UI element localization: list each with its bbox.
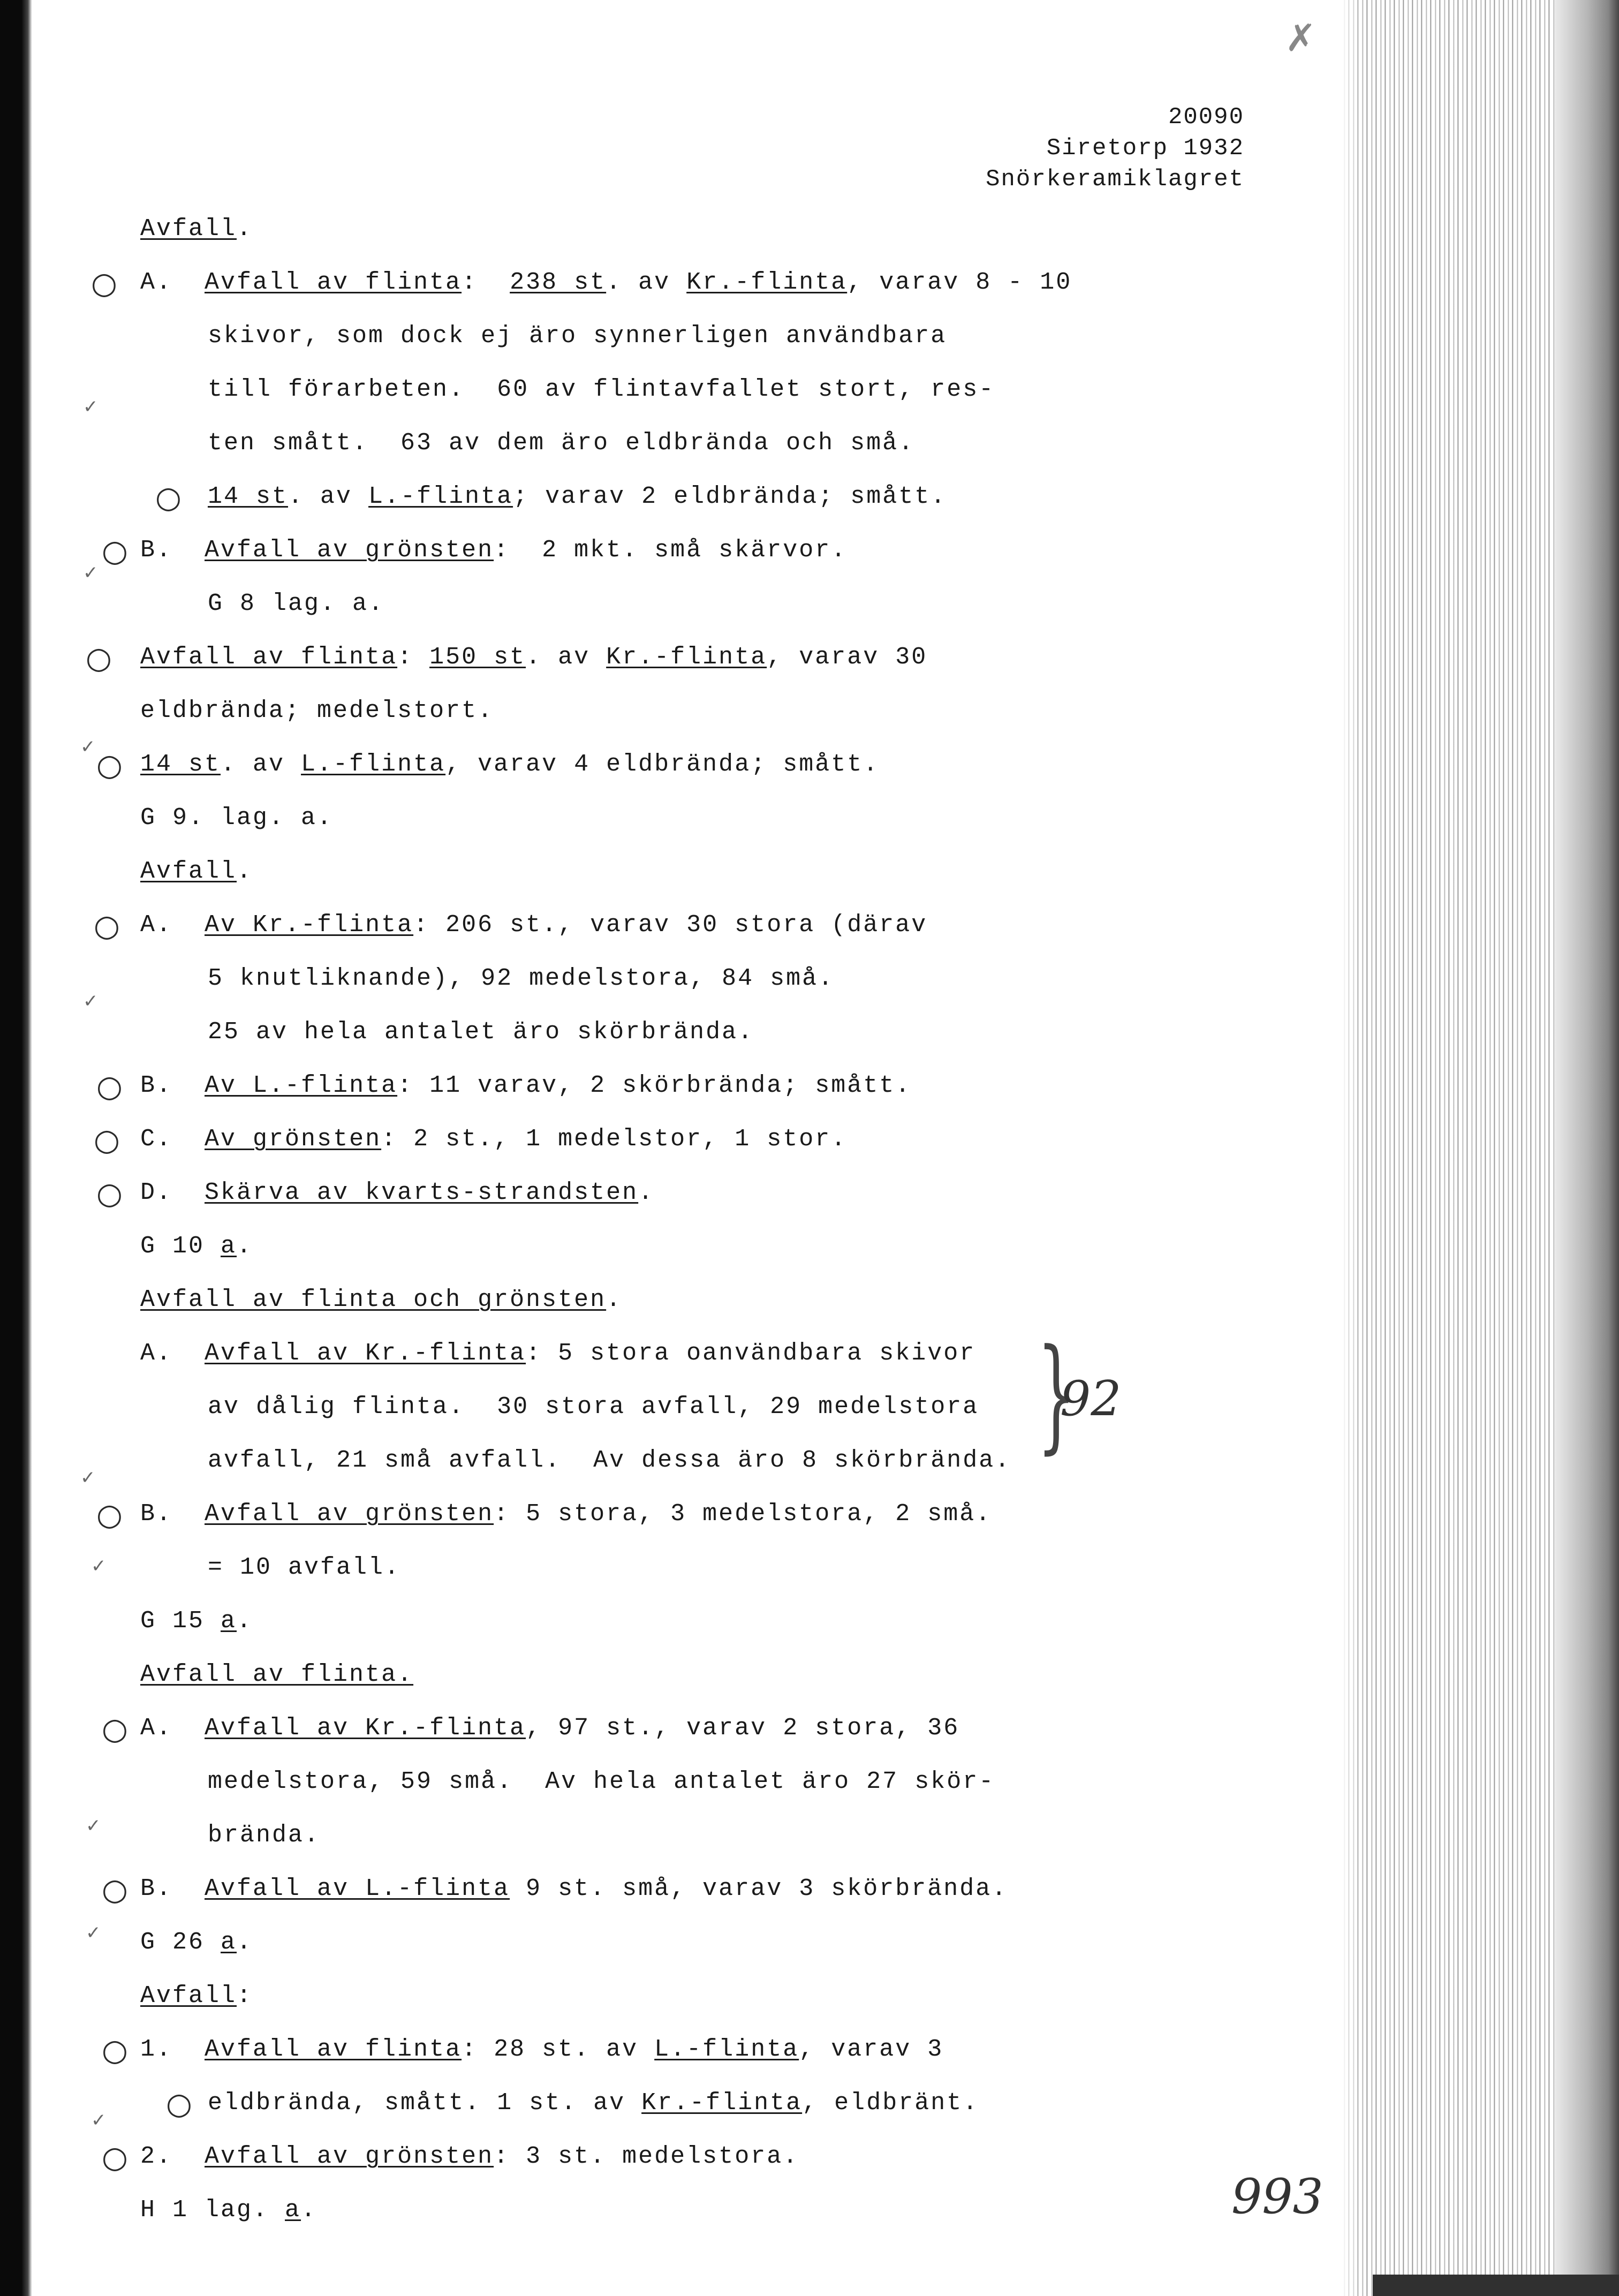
text-segment: ; varav 2 eldbrända; smått. — [513, 483, 947, 510]
margin-circle-icon: ○ — [96, 748, 123, 783]
text-segment: B. — [140, 1072, 205, 1099]
text-segment: H 1 lag. — [140, 2196, 285, 2224]
margin-circle-icon: ○ — [94, 909, 120, 943]
handwritten-page-number: 993 — [1231, 2169, 1323, 2225]
binding-shadow — [1555, 0, 1619, 2296]
text-segment: 25 av hela antalet äro skörbrända. — [208, 1018, 754, 1046]
underlined-term: Avfall — [140, 215, 237, 243]
text-line — [140, 1284, 622, 1316]
underlined-term: 150 st — [429, 644, 526, 671]
margin-circle-icon: ○ — [96, 1069, 123, 1104]
margin-circle-icon: ○ — [102, 1712, 128, 1747]
margin-circle-icon: ○ — [166, 2087, 192, 2121]
text-segment: till förarbeten. 60 av flintavfallet stort, res- — [208, 376, 995, 403]
text-segment: . — [606, 1286, 623, 1313]
underlined-term: Avfall — [140, 1982, 237, 2010]
text-segment: eldbrända; medelstort. — [140, 697, 494, 724]
text-segment: . — [237, 1233, 253, 1260]
text-line — [140, 802, 333, 834]
margin-circle-icon: ○ — [86, 641, 112, 676]
text-line — [208, 1016, 754, 1048]
text-line — [208, 320, 947, 352]
margin-circle-icon: ○ — [102, 534, 128, 569]
underlined-term: Avfall av flinta — [205, 269, 462, 296]
text-segment: : — [237, 1982, 253, 2010]
text-segment: , varav 8 - 10 — [847, 269, 1072, 296]
underlined-term: Avfall av flinta. — [140, 1661, 414, 1688]
text-segment: av dålig flinta. 30 stora avfall, 29 medelstora — [208, 1393, 979, 1421]
text-segment: G 10 — [140, 1233, 221, 1260]
text-segment: . — [237, 215, 253, 243]
margin-tick-icon: ✓ — [83, 991, 99, 1012]
text-segment: B. — [140, 1500, 205, 1528]
underlined-term: Avfall av flinta och grönsten — [140, 1286, 607, 1313]
text-segment: . — [237, 1929, 253, 1956]
scan-left-edge — [0, 0, 32, 2296]
text-segment: : 3 st. medelstora. — [494, 2143, 799, 2170]
text-line — [140, 1659, 413, 1691]
text-line — [140, 1338, 975, 1370]
text-segment: ten smått. 63 av dem äro eldbrända och små. — [208, 429, 915, 457]
text-segment: G 9. lag. a. — [140, 804, 334, 832]
text-segment: A. — [140, 1340, 205, 1367]
site-year: Siretorp 1932 — [1046, 135, 1244, 162]
text-segment: : 2 mkt. små skärvor. — [494, 537, 848, 564]
text-segment: . av — [526, 644, 607, 671]
text-line — [208, 427, 914, 459]
text-line — [208, 1766, 995, 1798]
text-line — [140, 2141, 799, 2173]
margin-circle-icon: ○ — [96, 1498, 123, 1532]
underlined-term: L.-flinta — [654, 2036, 799, 2063]
text-segment: . av — [221, 751, 301, 778]
underlined-term: Avfall av flinta — [140, 644, 398, 671]
text-line — [140, 1873, 1008, 1905]
underlined-term: Kr.-flinta — [606, 644, 767, 671]
text-line — [140, 534, 847, 567]
text-line — [208, 1391, 979, 1423]
text-line — [140, 1927, 253, 1959]
catalogue-number: 20090 — [1168, 104, 1244, 131]
underlined-term: Avfall av Kr.-flinta — [205, 1715, 526, 1742]
text-line — [140, 1230, 253, 1263]
text-line — [140, 695, 494, 727]
underlined-term: 14 st — [140, 751, 221, 778]
text-line — [140, 909, 927, 941]
margin-tick-icon: ✓ — [86, 1922, 101, 1944]
document-header — [986, 102, 1244, 195]
text-segment: = 10 avfall. — [208, 1554, 401, 1581]
underlined-term: Av Kr.-flinta — [205, 911, 414, 939]
underlined-term: Avfall av Kr.-flinta — [205, 1340, 526, 1367]
text-line — [140, 1498, 992, 1530]
text-segment: : 5 stora oanvändbara skivor — [526, 1340, 976, 1367]
text-segment: avfall, 21 små avfall. Av dessa äro 8 skörbrända. — [208, 1447, 1011, 1474]
text-segment: . — [237, 1607, 253, 1635]
underlined-term: L.-flinta — [301, 751, 446, 778]
text-line — [140, 641, 927, 674]
text-line — [140, 1123, 847, 1155]
text-segment: G 26 — [140, 1929, 221, 1956]
margin-circle-icon: ○ — [102, 2140, 128, 2175]
underlined-term: a — [221, 1607, 237, 1635]
text-segment: brända. — [208, 1822, 321, 1849]
text-segment: 5 knutliknande), 92 medelstora, 84 små. — [208, 965, 835, 992]
text-line — [208, 1819, 320, 1852]
text-segment: 2. — [140, 2143, 205, 2170]
text-segment: G 15 — [140, 1607, 221, 1635]
text-segment: . — [237, 858, 253, 885]
text-line — [208, 1445, 1011, 1477]
text-line — [140, 213, 253, 245]
underlined-term: Avfall av grönsten — [205, 537, 494, 564]
margin-tick-icon: ✓ — [91, 2110, 107, 2131]
underlined-term: Kr.-flinta — [686, 269, 848, 296]
margin-circle-icon: ○ — [91, 266, 117, 301]
margin-tick-icon: ✓ — [83, 396, 99, 418]
text-segment: A. — [140, 911, 205, 939]
margin-tick-icon: ✓ — [91, 1555, 107, 1577]
text-segment: 1. — [140, 2036, 205, 2063]
underlined-term: L.-flinta — [368, 483, 513, 510]
text-line — [208, 374, 995, 406]
text-line — [140, 1177, 654, 1209]
text-segment: , varav 3 — [799, 2036, 944, 2063]
text-segment: : 206 st., varav 30 stora (därav — [413, 911, 928, 939]
text-line — [208, 963, 834, 995]
text-segment: : — [462, 269, 510, 296]
margin-circle-icon: ○ — [102, 1872, 128, 1907]
text-line — [140, 749, 879, 781]
adjacent-pages-edge — [1341, 0, 1619, 2296]
text-segment: : 11 varav, 2 skörbrända; smått. — [397, 1072, 912, 1099]
text-segment: eldbrända, smått. 1 st. av — [208, 2089, 642, 2117]
underlined-term: a — [285, 2196, 301, 2224]
text-segment: D. — [140, 1179, 205, 1206]
underlined-term: a — [221, 1929, 237, 1956]
text-line — [208, 481, 947, 513]
margin-circle-icon: ○ — [102, 2033, 128, 2068]
text-line — [208, 588, 384, 620]
text-line — [140, 856, 253, 888]
text-segment: , varav 30 — [767, 644, 928, 671]
handwritten-count-note: 92 — [1060, 1371, 1122, 1427]
text-segment: C. — [140, 1126, 205, 1153]
text-segment: . — [301, 2196, 317, 2224]
text-segment: medelstora, 59 små. Av hela antalet äro 27 skör- — [208, 1768, 995, 1795]
margin-tick-icon: ✓ — [80, 736, 96, 758]
text-segment: B. — [140, 1875, 205, 1902]
text-segment: A. — [140, 1715, 205, 1742]
underlined-term: Avfall av L.-flinta — [205, 1875, 510, 1902]
page-fade — [1341, 0, 1362, 2296]
text-segment: , varav 4 eldbrända; smått. — [445, 751, 880, 778]
text-line — [140, 1712, 959, 1744]
margin-tick-icon: ✓ — [83, 562, 99, 584]
underlined-term: Skärva av kvarts-strandsten — [205, 1179, 639, 1206]
margin-circle-icon: ○ — [155, 480, 181, 515]
underlined-term: a — [221, 1233, 237, 1260]
underlined-term: Kr.-flinta — [641, 2089, 803, 2117]
text-line — [140, 1070, 911, 1102]
text-segment: . av — [288, 483, 369, 510]
text-segment: 9 st. små, varav 3 skörbrända. — [510, 1875, 1008, 1902]
underlined-term: Av grönsten — [205, 1126, 382, 1153]
text-segment: , eldbränt. — [802, 2089, 979, 2117]
margin-circle-icon: ○ — [94, 1123, 120, 1158]
corner-mark-icon: ✗ — [1285, 16, 1317, 60]
margin-tick-icon: ✓ — [86, 1815, 101, 1837]
text-segment: : 2 st., 1 medelstor, 1 stor. — [381, 1126, 848, 1153]
text-segment: B. — [140, 537, 205, 564]
handwritten-brace: } — [1037, 1323, 1076, 1466]
underlined-term: 14 st — [208, 483, 289, 510]
text-line — [140, 1980, 253, 2012]
text-segment: A. — [140, 269, 205, 296]
text-line — [140, 1605, 253, 1637]
text-segment: : 5 stora, 3 medelstora, 2 små. — [494, 1500, 992, 1528]
text-segment: . — [638, 1179, 655, 1206]
underlined-term: 238 st — [510, 269, 607, 296]
underlined-term: Avfall av flinta — [205, 2036, 462, 2063]
text-segment: skivor, som dock ej äro synnerligen användbara — [208, 322, 947, 350]
text-line — [208, 1552, 400, 1584]
text-line — [140, 267, 1072, 299]
text-segment: G 8 lag. a. — [208, 590, 385, 617]
text-segment: : — [397, 644, 430, 671]
text-line — [208, 2087, 979, 2119]
layer-name: Snörkeramiklagret — [986, 166, 1244, 193]
underlined-term: Avfall — [140, 858, 237, 885]
text-segment: : 28 st. av — [462, 2036, 655, 2063]
text-segment: , 97 st., varav 2 stora, 36 — [526, 1715, 960, 1742]
underlined-term: Avfall av grönsten — [205, 2143, 494, 2170]
text-line — [140, 2194, 317, 2226]
margin-circle-icon: ○ — [96, 1176, 123, 1211]
underlined-term: Av L.-flinta — [205, 1072, 398, 1099]
underlined-term: Avfall av grönsten — [205, 1500, 494, 1528]
text-line — [140, 2034, 943, 2066]
bottom-shadow — [1373, 2275, 1619, 2296]
text-segment: . av — [606, 269, 687, 296]
margin-tick-icon: ✓ — [80, 1467, 96, 1489]
